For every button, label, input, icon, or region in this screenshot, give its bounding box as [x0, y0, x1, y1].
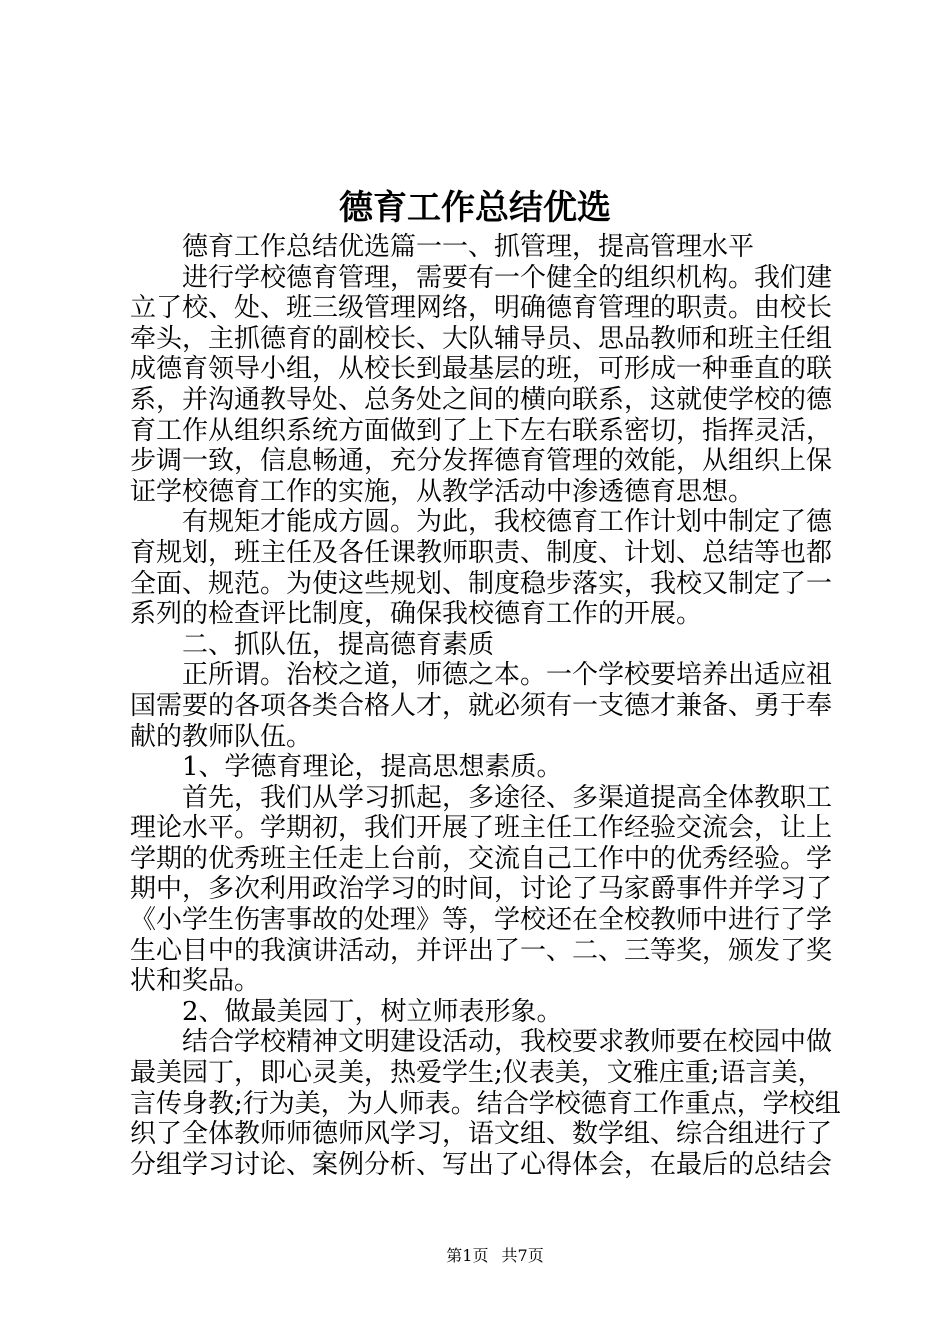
text-line: 结合学校精神文明建设活动，我校要求教师要在校园中做: [182, 1027, 833, 1058]
text-line: 系列的检查评比制度，确保我校德育工作的开展。: [130, 599, 703, 630]
text-line: 织了全体教师师德师风学习，语文组、数学组、综合组进行了: [130, 1119, 833, 1150]
text-line: 正所谓。治校之道，师德之本。一个学校要培养出适应祖: [182, 660, 833, 691]
text-line: 牵头，主抓德育的副校长、大队辅导员、思品教师和班主任组: [130, 323, 833, 354]
page-number: 第1页: [446, 1246, 489, 1265]
text-line: 学期的优秀班主任走上台前，交流自己工作中的优秀经验。学: [130, 843, 833, 874]
paragraph: [130, 660, 835, 752]
text-line: 生心目中的我演讲活动，并评出了一、二、三等奖，颁发了奖: [130, 935, 833, 966]
text-line: 国需要的各项各类合格人才，就必须有一支德才兼备、勇于奉: [130, 690, 833, 721]
paragraph: [130, 1027, 841, 1180]
paragraph: [130, 783, 835, 997]
text-line: 首先，我们从学习抓起，多途径、多渠道提高全体教职工: [182, 782, 833, 813]
text-line: 2、做最美园丁，树立师表形象。: [182, 996, 563, 1027]
text-line: 育工作从组织系统方面做到了上下左右联系密切，指挥灵活，: [130, 415, 833, 446]
paragraph: [130, 752, 835, 783]
paragraph: [130, 263, 835, 508]
text-line: 理论水平。学期初，我们开展了班主任工作经验交流会，让上: [130, 813, 833, 844]
paragraph: [130, 630, 835, 661]
text-line: 言传身教;行为美，为人师表。结合学校德育工作重点，学校组: [130, 1088, 841, 1119]
text-line: 二、抓队伍，提高德育素质: [182, 629, 495, 660]
text-line: 状和奖品。: [130, 966, 261, 997]
text-line: 证学校德育工作的实施，从教学活动中渗透德育思想。: [130, 476, 755, 507]
text-line: 系，并沟通教导处、总务处之间的横向联系，这就使学校的德: [130, 384, 833, 415]
document-title: 德育工作总结优选: [339, 188, 611, 228]
text-line: 分组学习讨论、案例分析、写出了心得体会，在最后的总结会: [130, 1149, 833, 1180]
text-line: 全面、规范。为使这些规划、制度稳步落实，我校又制定了一: [130, 568, 833, 599]
text-line: 育规划，班主任及各任课教师职责、制度、计划、总结等也都: [130, 537, 833, 568]
text-line: 步调一致，信息畅通，充分发挥德育管理的效能，从组织上保: [130, 446, 833, 477]
text-line: 立了校、处、班三级管理网络，明确德育管理的职责。由校长: [130, 293, 833, 324]
text-line: 最美园丁，即心灵美，热爱学生;仪表美，文雅庄重;语言美，: [130, 1058, 824, 1089]
text-line: 献的教师队伍。: [130, 721, 313, 752]
text-line: 有规矩才能成方圆。为此，我校德育工作计划中制定了德: [182, 507, 833, 538]
page-footer: [0, 1245, 950, 1267]
text-line: 成德育领导小组，从校长到最基层的班，可形成一种垂直的联: [130, 354, 833, 385]
page-total: 共7页: [501, 1246, 544, 1265]
text-line: 1、学德育理论，提高思想素质。: [182, 752, 563, 783]
paragraph: [130, 232, 835, 263]
text-line: 德育工作总结优选篇一一、抓管理，提高管理水平: [182, 232, 755, 262]
text-line: 期中，多次利用政治学习的时间，讨论了马家爵事件并学习了: [130, 874, 833, 905]
paragraph: [130, 997, 835, 1028]
document-body: [130, 232, 841, 1180]
text-line: 《小学生伤害事故的处理》等，学校还在全校教师中进行了学: [130, 905, 833, 936]
paragraph: [130, 507, 835, 629]
text-line: 进行学校德育管理，需要有一个健全的组织机构。我们建: [182, 262, 833, 293]
